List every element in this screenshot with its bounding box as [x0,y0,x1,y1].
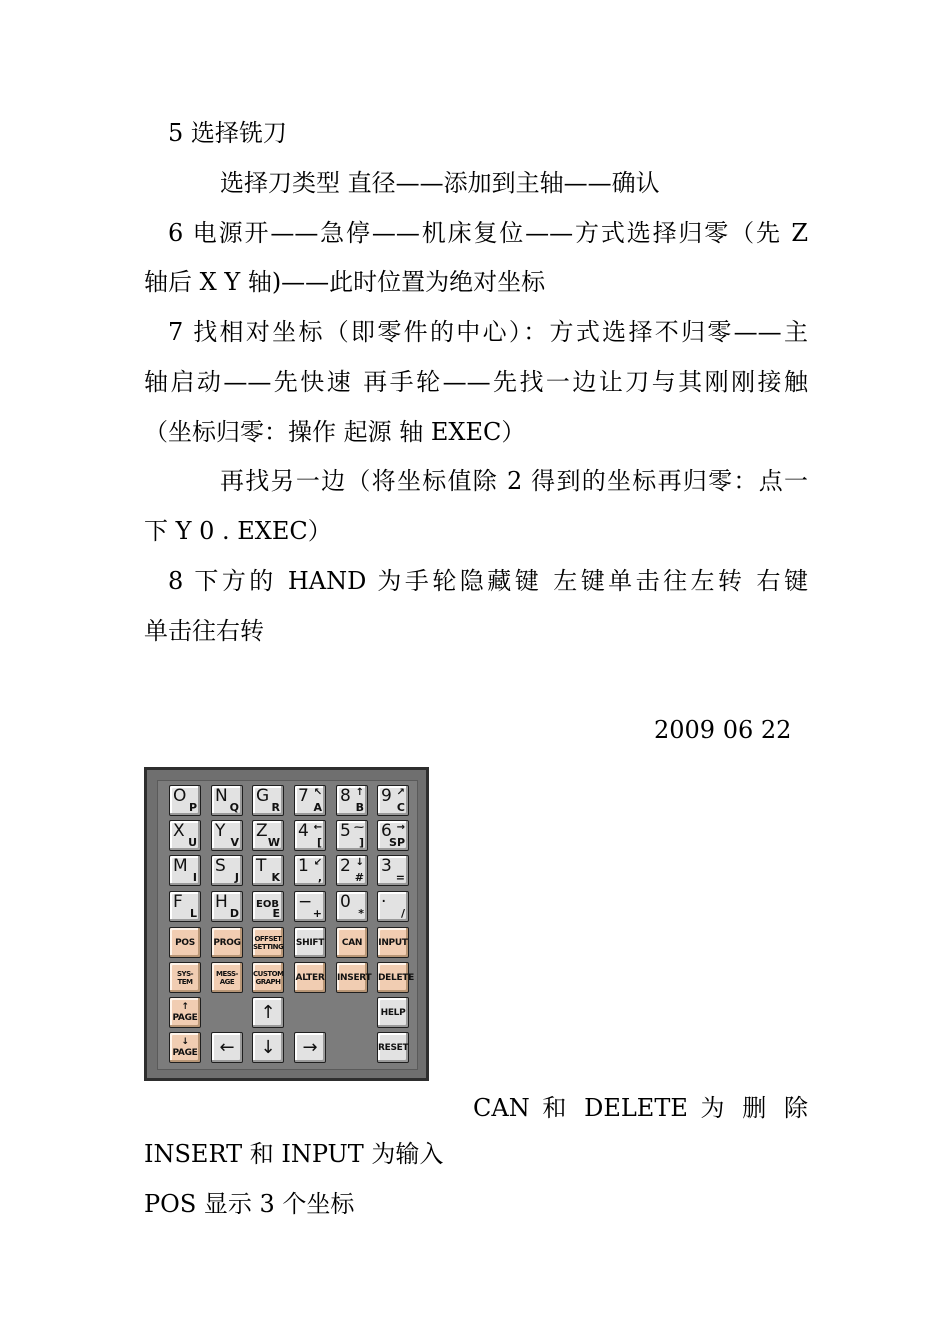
key-main-label: 2 [340,856,351,876]
key-eob [252,891,284,922]
step-7-line5: 下 Y 0 . EXEC） [144,517,332,545]
key-sub-label: C [396,801,405,814]
up-arrow-icon: ↑ [181,1001,189,1012]
key-sys-tem [169,962,201,993]
key-label: POS [175,937,195,948]
down-arrow-icon: ↓ [260,1036,276,1058]
key-sub-label: I [192,871,197,884]
key-cursor-down [252,1032,284,1063]
key-label: PROG [213,937,241,948]
key-arrow-glyph: → [396,822,405,833]
key-main-label: G [256,786,270,806]
key-label: CAN [341,937,363,948]
key-cursor-right [294,1032,326,1063]
key-main-label: 6 [381,821,392,841]
key-sub-label: K [271,871,280,884]
key-sub-label: E [272,907,280,920]
key-mess-age [211,962,243,993]
key-main-label: S [215,856,226,876]
key-8 [336,785,368,816]
key-reset [377,1032,409,1063]
key-cursor-up [252,997,284,1028]
key-shift [294,927,326,958]
left-arrow-icon: ← [219,1036,235,1058]
key-sub-label: , [317,871,322,884]
key-label: ALTER [295,972,325,983]
key-label: SHIFT [295,937,325,948]
key-label: MESS-AGE [216,969,238,986]
key-sub-label: V [230,836,239,849]
down-arrow-icon: ↓ [181,1036,189,1047]
key-sub-label: # [354,871,364,884]
key-can [336,927,368,958]
up-arrow-icon: ↑ [260,1001,276,1023]
key-sub-label: A [313,801,322,814]
key-main-label: M [173,856,188,876]
key-main-label: 1 [298,856,309,876]
key-offset-setting [252,927,284,958]
right-arrow-icon: → [302,1036,318,1058]
key-input [377,927,409,958]
key-x [169,820,201,851]
key-prog [211,927,243,958]
key-main-label: X [173,821,185,841]
step-8-line2: 单击往右转 [144,617,264,645]
key-sub-label: L [189,907,197,920]
key-label: SYS-TEM [176,969,194,986]
key-main-label: − [298,892,313,912]
key-sub-label: B [355,801,364,814]
key-main-label: EOB [256,899,279,910]
key-label: RESET [378,1042,409,1053]
step-6-line1: 6 电源开——急停——机床复位——方式选择归零（先 Z [168,219,808,247]
key-arrow-glyph: ↑ [355,787,364,798]
key-f [169,891,201,922]
key-main-label: 4 [298,821,309,841]
key-main-label: N [215,786,228,806]
delete-keys-note: CAN 和 DELETE 为 删 除 [473,1094,808,1122]
key-sub-label: J [234,871,239,884]
key-custom-graph [252,962,284,993]
input-keys-note: INSERT 和 INPUT 为输入 [144,1140,444,1168]
key-sub-label: Q [229,801,239,814]
key-2 [336,855,368,886]
key-main-label: 3 [381,856,392,876]
key-main-label: 5 [340,821,351,841]
key-sub-label: R [271,801,280,814]
key-sub-label: + [312,907,322,920]
step-8-line1: 8 下方的 HAND 为手轮隐藏键 左键单击往左转 右键 [168,567,808,595]
key-arrow-glyph: ← [313,822,322,833]
key-main-label: Z [256,821,268,841]
key-alter [294,962,326,993]
step-7-line1: 7 找相对坐标（即零件的中心）：方式选择不归零——主 [168,318,808,346]
step-6-line2: 轴后 X Y 轴)——此时位置为绝对坐标 [144,268,546,296]
key-sub-label: ] [358,836,364,849]
key-n [211,785,243,816]
key-sub-label: * [358,907,364,920]
key-arrow-glyph: ↖ [313,787,322,798]
key-cursor-left [211,1032,243,1063]
key-label: OFFSET SETTING [253,934,284,951]
key-arrow-glyph: ⁓ [354,822,364,833]
key-g [252,785,284,816]
key-h [211,891,243,922]
key-y [211,820,243,851]
key-main-label: 9 [381,786,392,806]
key-help [377,997,409,1028]
step-7-line2: 轴启动——先快速 再手轮——先找一边让刀与其刚刚接触 [144,368,808,396]
key-z [252,820,284,851]
key-sub-label: U [188,836,197,849]
key-delete [377,962,414,993]
key-pos [169,927,201,958]
key-main-label: 7 [298,786,309,806]
key-m [169,855,201,886]
step-7-line4: 再找另一边（将坐标值除 2 得到的坐标再归零：点一 [220,467,808,495]
key-sub-label: = [395,871,405,884]
key-6 [377,820,409,851]
key-sub-label: W [267,836,280,849]
key-main-label: T [256,856,267,876]
key-main-label: F [173,892,183,912]
key-sub-label: [ [316,836,322,849]
key-label: DELETE [378,972,414,983]
key-arrow-glyph: ↗ [396,787,405,798]
key-label: CUSTOM GRAPH [253,969,284,986]
key-9 [377,785,409,816]
key-3 [377,855,409,886]
key-1 [294,855,326,886]
key-main-label: · [381,892,387,912]
key-main-label: Y [215,821,226,841]
key-4 [294,820,326,851]
step-5-heading: 5 选择铣刀 [168,119,287,147]
key-main-label: 8 [340,786,351,806]
key-sub-label: D [229,907,239,920]
key-sub-label: P [188,801,197,814]
key-arrow-glyph: ↓ [355,857,364,868]
key-label: HELP [380,1007,406,1018]
key-page-up [169,997,201,1028]
key-label: INSERT [337,972,372,983]
key-0 [336,891,368,922]
key-sub-label: SP [389,836,405,849]
step-5-detail: 选择刀类型 直径——添加到主轴——确认 [220,169,660,197]
key-page-down [169,1032,201,1063]
key-o [169,785,201,816]
key-5 [336,820,368,851]
key-label: PAGE [172,1013,198,1024]
key-label: PAGE [172,1048,198,1059]
key-main-label: O [173,786,187,806]
key-t [252,855,284,886]
key-main-label: 0 [340,892,351,912]
key-s [211,855,243,886]
key-sub-label: / [400,907,405,920]
key-7 [294,785,326,816]
pos-key-note: POS 显示 3 个坐标 [144,1190,355,1218]
key-label: INPUT [378,937,408,948]
key-main-label: H [215,892,228,912]
key-· [377,891,409,922]
key-arrow-glyph: ↙ [313,857,322,868]
key-insert [336,962,372,993]
date-text: 2009 06 22 [654,716,792,744]
cnc-keypad-image [144,767,429,1081]
key-− [294,891,326,922]
step-7-line3: （坐标归零：操作 起源 轴 EXEC） [144,418,526,446]
